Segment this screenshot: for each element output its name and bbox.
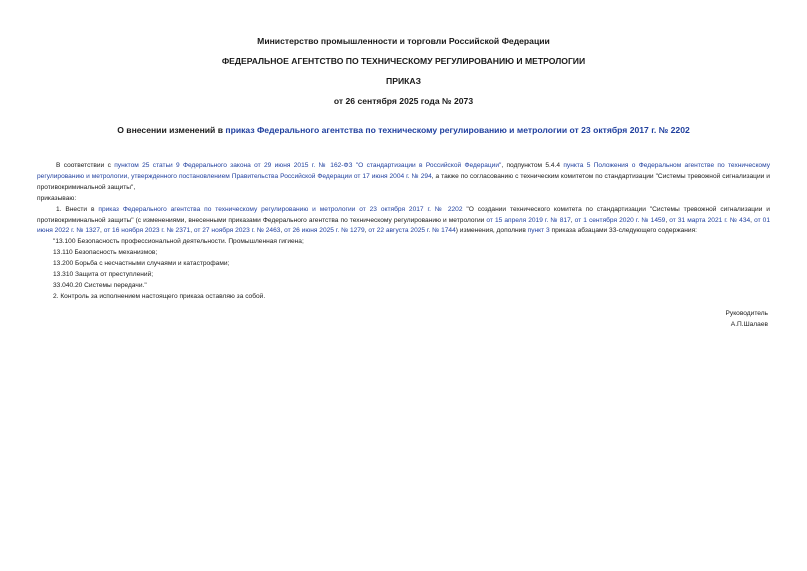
list-item: 33.040.20 Системы передачи." <box>53 281 147 289</box>
signature-role: Руководитель <box>725 310 768 317</box>
title-prefix: О внесении изменений в <box>117 125 226 135</box>
signature-name: А.П.Шалаев <box>730 321 768 328</box>
item1-text-2: "О создании технического комитета по стандартизации "Системы тревожной сигнализации и противокриминальной защиты" (с изменениями, внесенными приказами Федерального агентства по техническому регулированию и метрологии <box>37 205 770 224</box>
amendment-link-434[interactable]: от 31 марта 2021 г. № 434 <box>669 216 751 224</box>
item1-text-1: 1. Внести в <box>56 205 99 213</box>
list-item: 13.200 Борьба с несчастными случаями и катастрофами; <box>53 260 230 268</box>
regulation-link[interactable]: пункта 5 Положения о Федеральном агентстве по техническому регулированию и метрологии, утвержденного постановлением Правительства Российской Федерации от 17 июня 2004 г. № 294 <box>37 162 770 180</box>
item-2-paragraph: 2. Контроль за исполнением настоящего приказа оставляю за собой. <box>53 292 266 300</box>
order-word: приказываю: <box>37 194 77 202</box>
federal-law-link[interactable]: пунктом 25 статьи 9 Федерального закона от 29 июня 2015 г. № 162-ФЗ "О стандартизации в Российской Федерации" <box>114 162 502 169</box>
preamble-text-2: , подпунктом 5.4.4 <box>501 162 564 169</box>
preamble-paragraph <box>37 161 770 194</box>
ministry-heading: Министерство промышленности и торговли Российской Федерации <box>257 36 550 46</box>
list-item: "13.100 Безопасность профессиональной деятельности. Промышленная гигиена; <box>53 238 304 246</box>
item1-text-10: ) изменения, дополнив <box>455 227 528 235</box>
item1-sep: , <box>280 227 285 235</box>
title-order-link[interactable]: приказ Федерального агентства по техническому регулированию и метрологии от 23 октября 2017 г. № 2202 <box>225 125 690 135</box>
amendment-link-1459[interactable]: от 1 сентября 2020 г. № 1459 <box>574 216 666 224</box>
item1-sep: , <box>665 216 670 224</box>
item1-sep: , <box>750 216 755 224</box>
list-item: 13.310 Защита от преступлений; <box>53 271 154 279</box>
amendment-link-1744[interactable]: от 22 августа 2025 г. № 1744 <box>368 227 456 235</box>
amendment-link-1279[interactable]: от 26 июня 2025 г. № 1279 <box>284 227 365 235</box>
document-title <box>0 125 807 135</box>
preamble-text-1: В соответствии с <box>56 162 115 169</box>
item1-sep: , <box>190 227 194 235</box>
item1-text-11: приказа абзацами 33-следующего содержания: <box>549 227 697 235</box>
amendment-link-1327[interactable]: от 01 июня 2022 г. № 1327 <box>37 216 770 235</box>
doc-type-heading: ПРИКАЗ <box>386 76 421 86</box>
amendment-link-2463[interactable]: от 27 ноября 2023 г. № 2463 <box>193 227 281 235</box>
order-2202-link[interactable]: приказ Федерального агентства по техническому регулированию и метрологии от 23 октября 2017 г. № 2202 <box>98 205 463 213</box>
date-number-heading: от 26 сентября 2025 года № 2073 <box>333 96 474 106</box>
point-3-link[interactable]: пункт 3 <box>527 227 550 235</box>
amendment-link-817[interactable]: от 15 апреля 2019 г. № 817 <box>486 216 571 224</box>
amendment-link-2371[interactable]: от 16 ноября 2023 г. № 2371 <box>103 227 191 235</box>
preamble-text-3: , а также по согласованию с техническим комитетом по стандартизации "Системы тревожной сигнализации и противокриминальной защиты", <box>37 172 770 191</box>
item1-sep: , <box>570 216 575 224</box>
document-body <box>37 161 770 303</box>
agency-heading: ФЕДЕРАЛЬНОЕ АГЕНТСТВО ПО ТЕХНИЧЕСКОМУ РЕГУЛИРОВАНИЮ И МЕТРОЛОГИИ <box>221 56 586 66</box>
item1-sep: , <box>100 227 104 235</box>
item-1-paragraph <box>37 205 770 238</box>
item1-sep: , <box>364 227 369 235</box>
list-item: 13.110 Безопасность механизмов; <box>53 249 158 257</box>
